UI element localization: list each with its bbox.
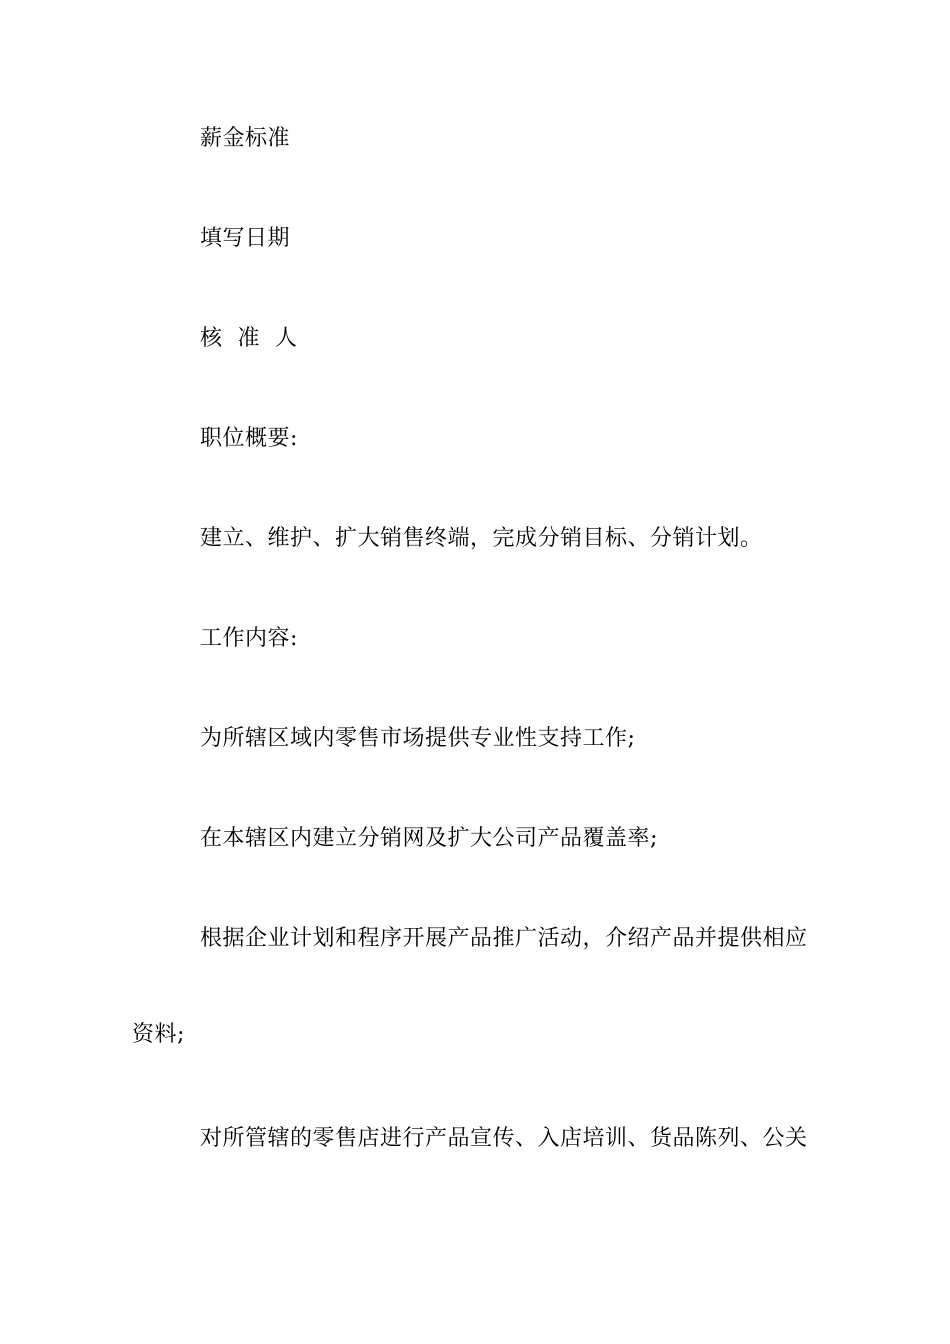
- approver-label: 核 准 人: [200, 326, 298, 351]
- fill-date-label: 填写日期: [200, 226, 291, 251]
- salary-standard-label: 薪金标准: [200, 126, 291, 151]
- job-item-2: 在本辖区内建立分销网及扩大公司产品覆盖率;: [200, 826, 658, 851]
- position-summary-text: 建立、维护、扩大销售终端，完成分销目标、分销计划。: [200, 526, 763, 551]
- job-content-heading: 工作内容:: [200, 626, 298, 651]
- job-item-1: 为所辖区域内零售市场提供专业性支持工作;: [200, 726, 636, 751]
- job-item-4-line-1: 对所管辖的零售店进行产品宣传、入店培训、货品陈列、公关: [200, 1126, 808, 1151]
- job-item-3-line-1: 根据企业计划和程序开展产品推广活动，介绍产品并提供相应: [200, 926, 808, 951]
- position-summary-heading: 职位概要:: [200, 426, 298, 451]
- job-item-3-line-2: 资料;: [132, 1022, 185, 1047]
